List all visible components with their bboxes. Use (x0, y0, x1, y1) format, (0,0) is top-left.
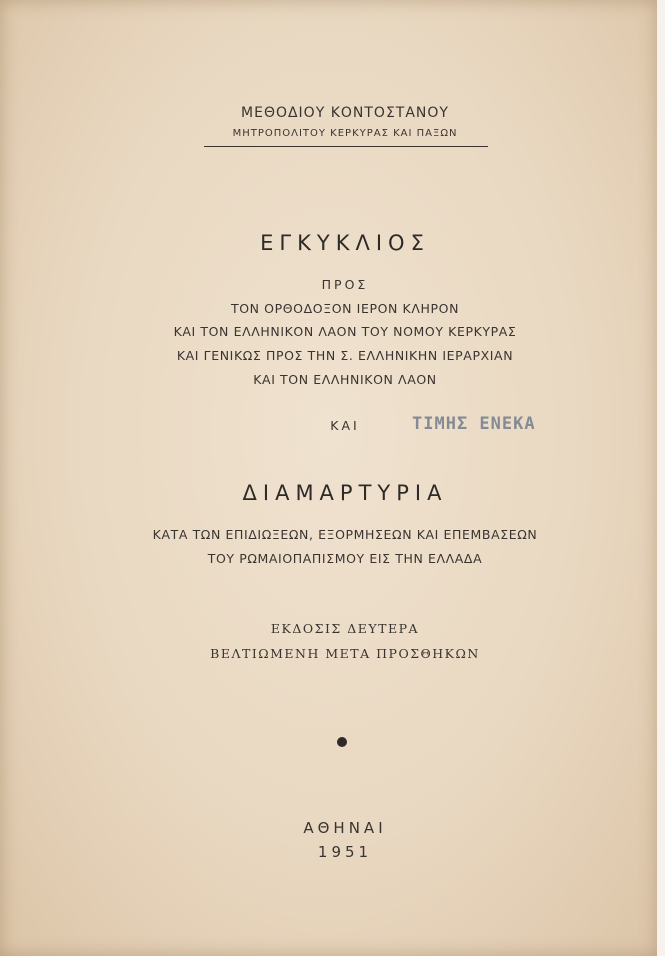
edition-line: ΕΚΔΟΣΙΣ ΔΕΥΤΕΡΑ (270, 621, 420, 636)
author-name: ΜΕΘΟΔΙΟΥ ΚΟΝΤΟΣΤΑΝΟΥ (241, 105, 449, 121)
address-line: ΚΑΙ ΤΟΝ ΕΛΛΗΝΙΚΟΝ ΛΑΟΝ (253, 372, 437, 387)
ornament-dot (337, 737, 347, 747)
subtitle-line: ΚΑΤΑ ΤΩΝ ΕΠΙΔΙΩΞΕΩΝ, ΕΞΟΡΜΗΣΕΩΝ ΚΑΙ ΕΠΕΜΒΑΣΕΩΝ (152, 527, 538, 542)
publication-city: ΑΘΗΝΑΙ (303, 819, 387, 837)
subtitle-line: ΤΟΥ ΡΩΜΑΙΟΠΑΠΙΣΜΟΥ ΕΙΣ ΤΗΝ ΕΛΛΑΔΑ (207, 551, 483, 566)
address-line: ΠΡΟΣ (321, 277, 369, 292)
heading-protest: ΔΙΑΜΑΡΤΥΡΙΑ (242, 481, 448, 505)
stamp: ΤΙΜΗΣ ΕΝΕΚΑ (412, 414, 536, 434)
conjunction: ΚΑΙ (330, 418, 360, 433)
address-line: ΚΑΙ ΓΕΝΙΚΩΣ ΠΡΟΣ ΤΗΝ Σ. ΕΛΛΗΝΙΚΗΝ ΙΕΡΑΡΧΙΑΝ (176, 348, 514, 363)
publication-year: 1951 (317, 843, 373, 861)
address-line: ΚΑΙ ΤΟΝ ΕΛΛΗΝΙΚΟΝ ΛΑΟΝ ΤΟΥ ΝΟΜΟΥ ΚΕΡΚΥΡΑΣ (173, 324, 517, 339)
divider-rule (204, 146, 488, 147)
scan-margin (657, 0, 665, 956)
address-line: ΤΟΝ ΟΡΘΟΔΟΞΟΝ ΙΕΡΟΝ ΚΛΗΡΟΝ (230, 301, 460, 316)
heading-encyclical: ΕΓΚΥΚΛΙΟΣ (260, 231, 430, 255)
edition-line: ΒΕΛΤΙΩΜΕΝΗ ΜΕΤΑ ΠΡΟΣΘΗΚΩΝ (210, 646, 480, 661)
author-title: ΜΗΤΡΟΠΟΛΙΤΟΥ ΚΕΡΚΥΡΑΣ ΚΑΙ ΠΑΞΩΝ (232, 128, 458, 139)
